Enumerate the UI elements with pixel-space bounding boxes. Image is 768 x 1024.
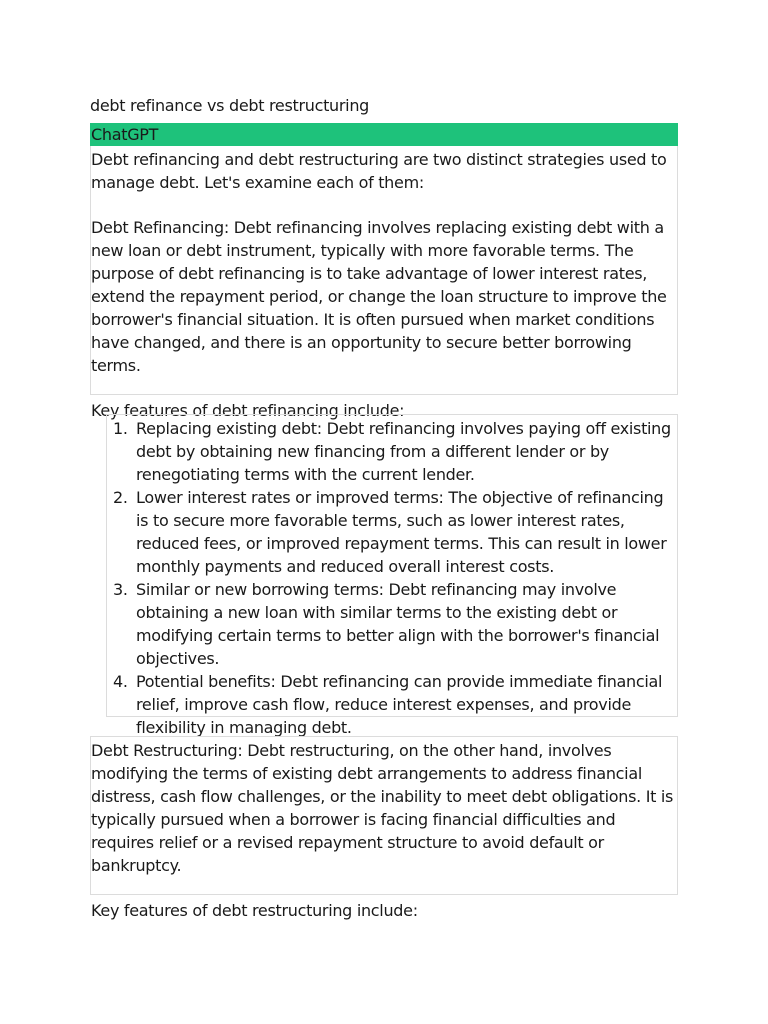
list-number: 2.: [113, 488, 128, 507]
list-number: 3.: [113, 580, 128, 599]
list-item: [113, 417, 677, 486]
question-text: debt refinance vs debt restructuring: [90, 96, 370, 115]
list-item: [113, 486, 677, 578]
list-item: [113, 670, 677, 739]
intro-paragraph: Debt refinancing and debt restructuring are two distinct strategies used to manage debt. Let's examine each of them:: [91, 150, 667, 192]
speaker-banner: ChatGPT: [90, 123, 678, 146]
list-item-text: Lower interest rates or improved terms: The objective of refinancing is to secure more favorable terms, such as lower interest rates, reduced fees, or improved repayment terms. This can result in lower monthly payments and reduced overall interest costs.: [136, 488, 667, 576]
restructuring-section: [90, 736, 678, 920]
list-number: 4.: [113, 672, 128, 691]
refinancing-paragraph: Debt Refinancing: Debt refinancing involves replacing existing debt with a new loan or debt instrument, typically with more favorable terms. The purpose of debt refinancing is to take advantage of lower interest rates, extend the repayment period, or change the loan structure to improve the borrower's financial situation. It is often pursued when market conditions have changed, and there is an opportunity to secure better borrowing terms.: [91, 218, 667, 375]
refinancing-features-list: [106, 414, 678, 737]
list-item-text: Replacing existing debt: Debt refinancing involves paying off existing debt by obtaining new financing from a different lender or by renegotiating terms with the current lender.: [136, 419, 671, 484]
list-item-text: Potential benefits: Debt refinancing can provide immediate financial relief, improve cash flow, reduce interest expenses, and provide flexibility in managing debt.: [136, 672, 663, 737]
restructuring-paragraph: Debt Restructuring: Debt restructuring, on the other hand, involves modifying the terms of existing debt arrangements to address financial distress, cash flow challenges, or the inability to meet debt obligations. It is typically pursued when a borrower is facing financial difficulties and requires relief or a revised repayment structure to avoid default or bankruptcy.: [91, 741, 674, 875]
list-number: 1.: [113, 419, 128, 438]
restructuring-features-heading: Key features of debt restructuring include:: [91, 901, 418, 920]
list-item-text: Similar or new borrowing terms: Debt refinancing may involve obtaining a new loan with similar terms to the existing debt or modifying certain terms to better align with the borrower's financial objectives.: [136, 580, 660, 668]
list-item: [113, 578, 677, 670]
refinancing-features-heading: Key features of debt refinancing include:: [91, 401, 405, 420]
intro-section: [90, 146, 678, 420]
